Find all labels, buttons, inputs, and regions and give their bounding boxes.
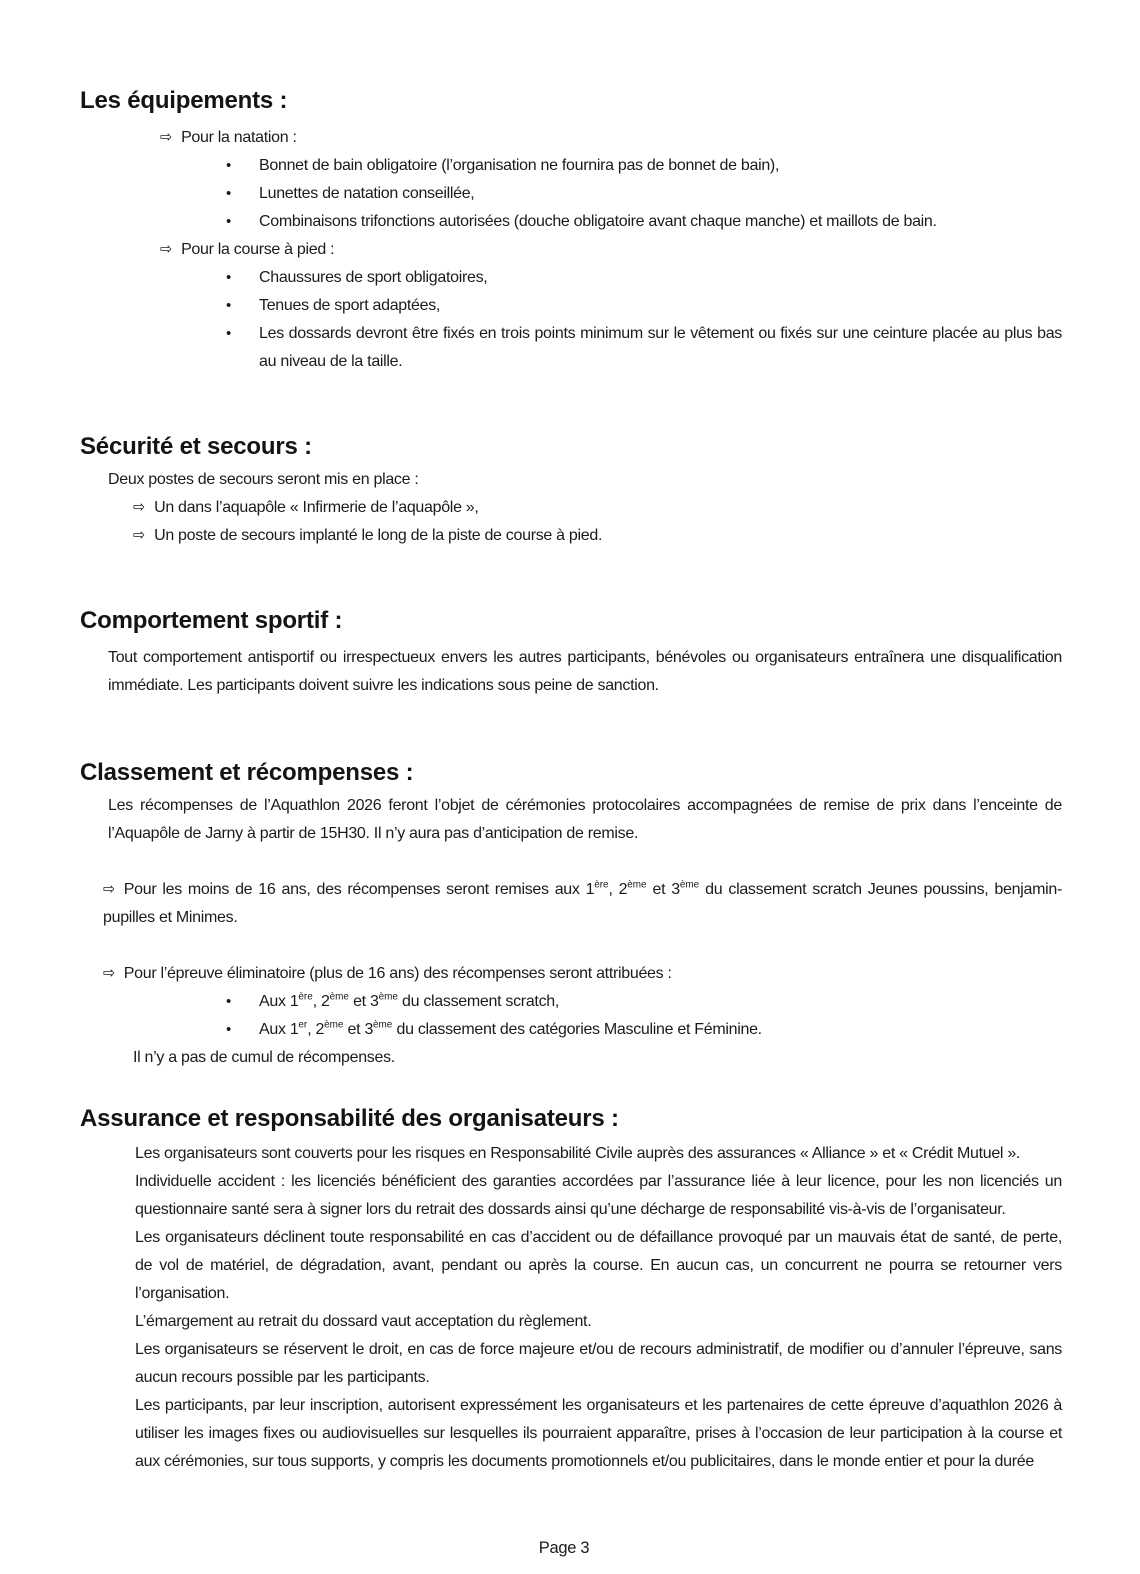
section-paragraph: Les organisateurs déclinent toute responsabilité en cas d’accident ou de défaillance provoqué par un mauvais état de santé, de perte, de vol de matériel, de dégradation, avant, pendant ou après la course. En aucun cas, un concurrent ne pourra se retourner vers l’organisation. — [135, 1229, 1062, 1302]
bullet-item — [226, 152, 1062, 180]
section-comportement — [80, 606, 1062, 700]
arrow-item-label: Pour la natation : — [181, 129, 297, 146]
bullet-dot-icon: • — [226, 185, 232, 202]
section-paragraph: Les participants, par leur inscription, autorisent expressément les organisateurs et les partenaires de cette épreuve d’aquathlon 2026 à utiliser les images fixes ou audiovisuelles sur lesquelles ils pourraient apparaître, prises à l’occasion de leur participation à la course et aux cérémonies, sur tous supports, y compris les documents promotionnels et/ou publicitaires, dans le monde entier et pour la durée — [135, 1397, 1062, 1470]
bullet-item-text: Bonnet de bain obligatoire (l’organisation ne fournira pas de bonnet de bain), — [259, 157, 780, 174]
arrow-paragraph-text: Pour l’épreuve éliminatoire (plus de 16 ans) des récompenses seront attribuées : — [123, 965, 672, 982]
bullet-dot-icon: • — [226, 325, 232, 342]
section-title-classement: Classement et récompenses : — [80, 759, 414, 786]
bullet-item — [226, 208, 1062, 236]
bullet-item — [226, 1016, 1062, 1044]
section-equipements — [80, 86, 1062, 376]
arrow-item — [133, 522, 1062, 550]
bullet-item — [226, 180, 1062, 208]
section-paragraph: Individuelle accident : les licenciés bénéficient des garanties accordées par l’assurance liée à leur licence, pour les non licenciés un questionnaire santé sera à signer lors du retrait des dossards ainsi qu’une décharge de responsabilité vis-à-vis de l’organisateur. — [135, 1173, 1062, 1218]
section-note: Il n’y a pas de cumul de récompenses. — [133, 1049, 395, 1066]
section-classement — [80, 758, 1062, 1072]
section-paragraph: Tout comportement antisportif ou irrespectueux envers les autres participants, bénévoles ou organisateurs entraînera une disqualification immédiate. Les participants doivent suivre les indications sous peine de sanction. — [108, 649, 1062, 694]
section-paragraph: Les récompenses de l’Aquathlon 2026 feront l’objet de cérémonies protocolaires accompagnées de remise de prix dans l’enceinte de l’Aquapôle de Jarny à partir de 15H30. Il n’y aura pas d’anticipation de remise. — [108, 797, 1062, 842]
arrow-item-course — [160, 236, 1062, 264]
bullet-item — [226, 292, 1062, 320]
bullet-item-text: Lunettes de natation conseillée, — [259, 185, 475, 202]
bullet-dot-icon: • — [226, 1021, 232, 1038]
arrow-item-label: Pour la course à pied : — [181, 241, 335, 258]
bullet-item — [226, 320, 1062, 376]
arrow-bullet-icon: ⇨ — [103, 881, 115, 898]
arrow-bullet-icon: ⇨ — [160, 129, 173, 146]
section-paragraph: L’émargement au retrait du dossard vaut acceptation du règlement. — [135, 1313, 592, 1330]
section-intro: Deux postes de secours seront mis en place : — [108, 471, 419, 488]
arrow-bullet-icon: ⇨ — [103, 965, 115, 982]
section-paragraph: Les organisateurs sont couverts pour les risques en Responsabilité Civile auprès des assurances « Alliance » et « Crédit Mutuel ». — [135, 1145, 1021, 1162]
arrow-paragraph — [103, 876, 1062, 932]
bullet-item-text: Chaussures de sport obligatoires, — [259, 269, 488, 286]
arrow-item-text: Un dans l’aquapôle « Infirmerie de l’aquapôle », — [154, 499, 479, 516]
arrow-bullet-icon: ⇨ — [133, 499, 146, 516]
bullet-dot-icon: • — [226, 157, 232, 174]
bullet-item-text: Les dossards devront être fixés en trois points minimum sur le vêtement ou fixés sur une ceinture placée au plus bas au niveau de la taille. — [259, 325, 1062, 370]
arrow-paragraph-text: Pour les moins de 16 ans, des récompenses seront remises aux 1ère, 2ème et 3ème du classement scratch Jeunes poussins, benjamin-pupilles et Minimes. — [103, 879, 1062, 926]
arrow-bullet-icon: ⇨ — [133, 527, 146, 544]
section-title-equipements: Les équipements : — [80, 87, 288, 114]
section-securite — [80, 432, 1062, 550]
arrow-item-natation — [160, 124, 1062, 152]
section-title-securite: Sécurité et secours : — [80, 433, 312, 460]
bullet-item — [226, 264, 1062, 292]
bullet-dot-icon: • — [226, 213, 232, 230]
page-number: Page 3 — [538, 1539, 590, 1557]
arrow-paragraph — [103, 960, 1062, 988]
section-title-assurance: Assurance et responsabilité des organisateurs : — [80, 1105, 619, 1132]
bullet-item-text: Aux 1ère, 2ème et 3ème du classement scratch, — [259, 991, 560, 1010]
section-paragraph: Les organisateurs se réservent le droit, en cas de force majeure et/ou de recours administratif, de modifier ou d’annuler l’épreuve, sans aucun recours possible par les participants. — [135, 1341, 1062, 1386]
bullet-dot-icon: • — [226, 269, 232, 286]
bullet-item-text: Aux 1er, 2ème et 3ème du classement des catégories Masculine et Féminine. — [259, 1019, 762, 1038]
bullet-item-text: Tenues de sport adaptées, — [259, 297, 441, 314]
section-title-comportement: Comportement sportif : — [80, 607, 343, 634]
section-assurance — [80, 1104, 1062, 1476]
bullet-item — [226, 988, 1062, 1016]
arrow-item — [133, 494, 1062, 522]
bullet-dot-icon: • — [226, 993, 232, 1010]
arrow-bullet-icon: ⇨ — [160, 241, 173, 258]
bullet-item-text: Combinaisons trifonctions autorisées (douche obligatoire avant chaque manche) et maillots de bain. — [259, 213, 937, 230]
bullet-dot-icon: • — [226, 297, 232, 314]
arrow-item-text: Un poste de secours implanté le long de la piste de course à pied. — [154, 527, 603, 544]
